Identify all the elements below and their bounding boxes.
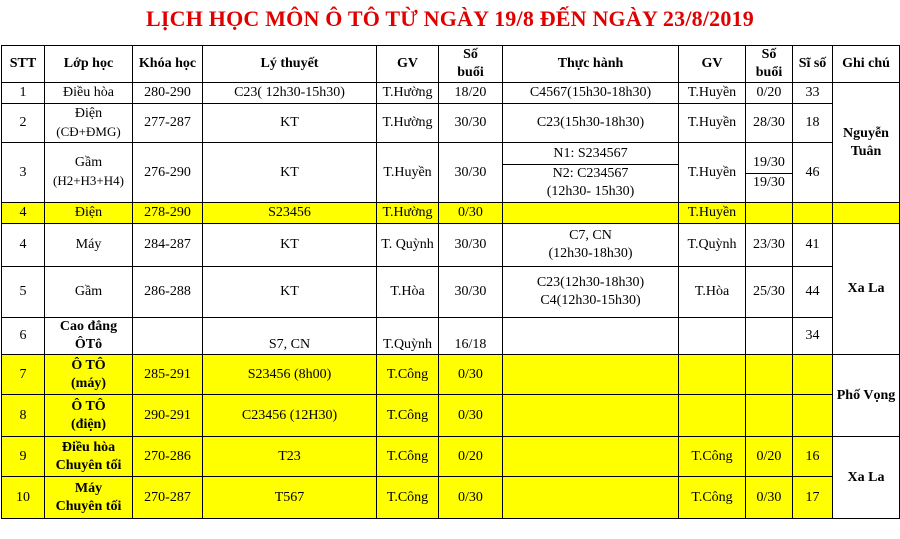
header-row [2, 46, 900, 83]
header-si-so: Sĩ số [793, 46, 833, 83]
note-xa-la: Xa La [833, 224, 900, 355]
table-row: 2 Điện (CĐ+ĐMG) 277-287 KT T.Hường 30/30 C23(15h30-18h30) T.Huyền 28/30 18 [2, 104, 900, 143]
table-row: 8 Ô TÔ (điện) 290-291 C23456 (12H30) T.Công 0/30 [2, 395, 900, 437]
header-so-buoi-thuc-hanh: Số buổi [746, 46, 793, 83]
table-row: 6 Cao đẳng ÔTô S7, CN T.Quỳnh 16/18 34 [2, 318, 900, 355]
table-row: 1 Điều hòa 280-290 C23( 12h30-15h30) T.Hường 18/20 C4567(15h30-18h30) T.Huyền 0/20 33 Nguyễn Tuân [2, 83, 900, 104]
table-row: 4 Máy 284-287 KT T. Quỳnh 30/30 C7, CN (12h30-18h30) T.Quỳnh 23/30 41 Xa La [2, 224, 900, 267]
note-xa-la-2: Xa La [833, 437, 900, 519]
header-ly-thuyet: Lý thuyết [203, 46, 377, 83]
note-pho-vong: Phố Vọng [833, 355, 900, 437]
header-gv-thuc-hanh: GV [679, 46, 746, 83]
table-row: 9 Điều hòa Chuyên tối 270-286 T23 T.Công 0/20 T.Công 0/20 16 Xa La [2, 437, 900, 477]
table-row: 5 Gầm 286-288 KT T.Hòa 30/30 C23(12h30-18h30) C4(12h30-15h30) T.Hòa 25/30 44 [2, 267, 900, 318]
table-row: 7 Ô TÔ (máy) 285-291 S23456 (8h00) T.Công 0/30 Phố Vọng [2, 355, 900, 395]
schedule-table [1, 45, 900, 519]
table-row: 10 Máy Chuyên tối 270-287 T567 T.Công 0/30 T.Công 0/30 17 [2, 477, 900, 519]
header-stt: STT [2, 46, 45, 83]
header-khoa-hoc: Khóa học [133, 46, 203, 83]
note-nguyen-tuan: Nguyễn Tuân [833, 83, 900, 203]
page-title: LỊCH HỌC MÔN Ô TÔ TỪ NGÀY 19/8 ĐẾN NGÀY 23/8/2019 [146, 6, 754, 31]
header-gv-ly-thuyet: GV [377, 46, 439, 83]
table-row: 4 Điện 278-290 S23456 T.Hường 0/30 T.Huyền [2, 203, 900, 224]
table-row: 3 Gầm (H2+H3+H4) 276-290 KT T.Huyền 30/30 N1: S234567 N2: C234567 (12h30- 15h30) T.Huyền 19/30 19/30 46 [2, 143, 900, 203]
header-thuc-hanh: Thực hành [503, 46, 679, 83]
header-ghi-chu: Ghi chú [833, 46, 900, 83]
header-so-buoi-ly-thuyet: Số buổi [439, 46, 503, 83]
header-lop-hoc: Lớp học [45, 46, 133, 83]
